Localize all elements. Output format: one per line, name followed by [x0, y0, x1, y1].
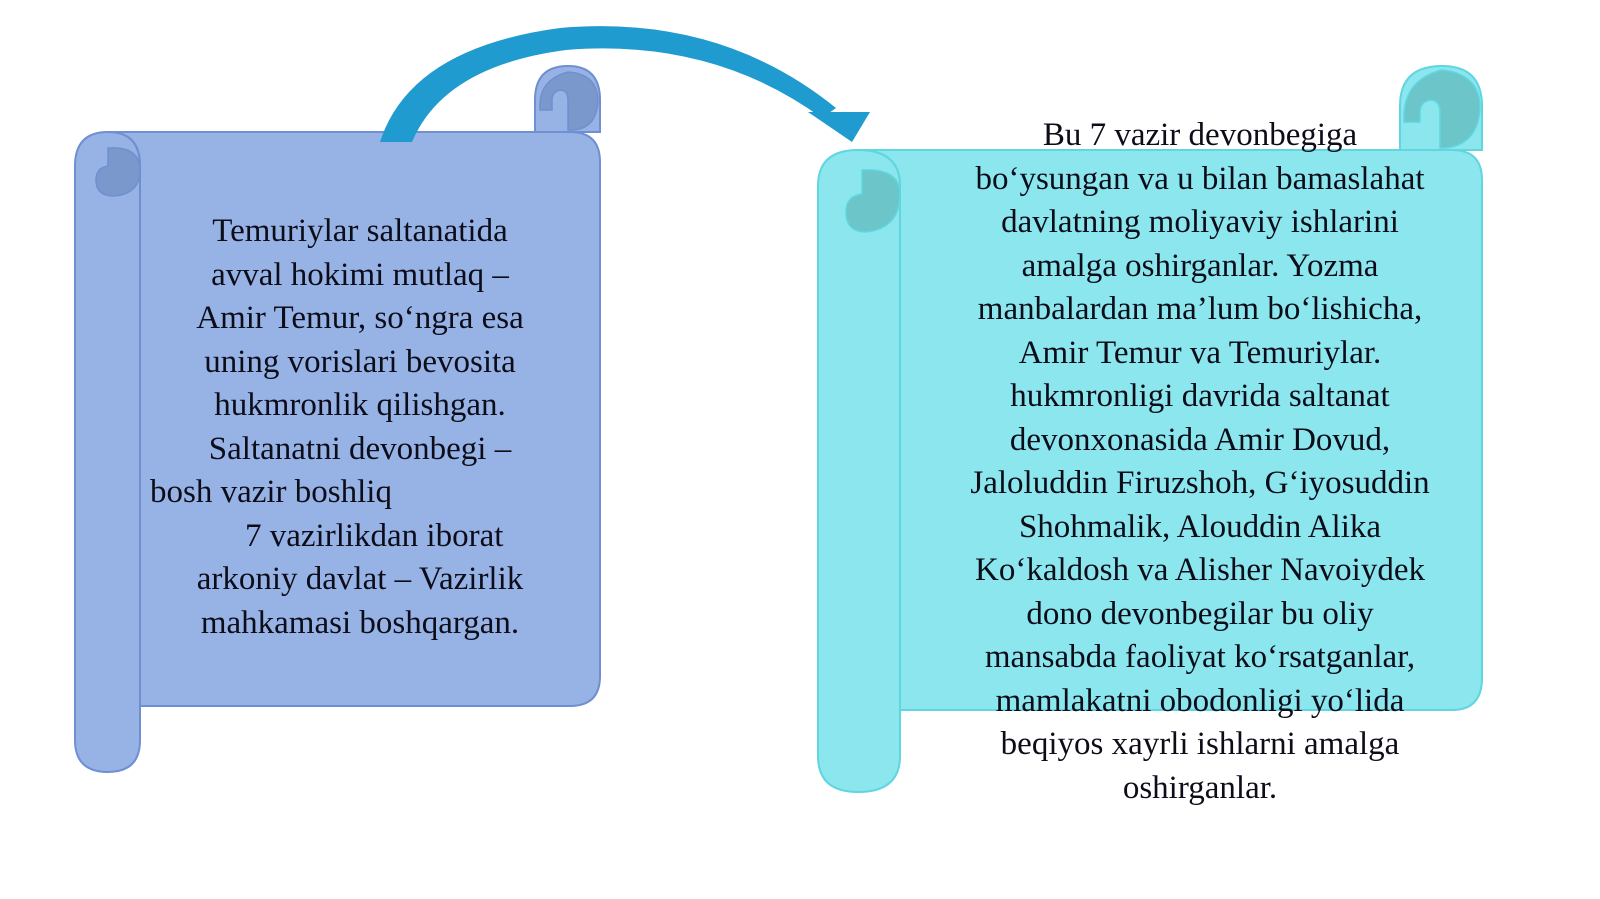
left-line: Saltanatni devonbegi – — [208, 430, 512, 467]
right-line: bo‘ysungan va u bilan bamaslahat — [975, 160, 1425, 197]
right-scroll-left-roll — [818, 150, 900, 792]
left-line: hukmronlik qilishgan. — [214, 387, 506, 423]
right-line: Jaloluddin Firuzshoh, G‘iyosuddin — [970, 465, 1430, 501]
right-line: Shohmalik, Alouddin Alika — [1018, 508, 1382, 545]
left-line: avval hokimi mutlaq – — [211, 256, 509, 293]
left-line: bosh vazir boshliq — [150, 474, 392, 510]
left-line: arkoniy davlat – Vazirlik — [196, 561, 524, 597]
right-line: amalga oshirganlar. Yozma — [1021, 247, 1379, 284]
right-line: Ko‘kaldosh va Alisher Navoiydek — [975, 552, 1425, 588]
right-line: Bu 7 vazir devonbegiga — [1042, 117, 1358, 153]
right-line: davlatning moliyaviy ishlarini — [1001, 204, 1399, 240]
right-line: hukmronligi davrida saltanat — [1010, 378, 1390, 414]
left-line: Amir Temur, so‘ngra esa — [196, 300, 524, 336]
left-scroll-text — [150, 210, 570, 645]
left-line: 7 vazirlikdan iborat — [245, 517, 504, 554]
right-line: dono devonbegilar bu oliy — [1026, 595, 1374, 632]
arrow-head — [808, 112, 870, 142]
right-scroll-text — [900, 114, 1500, 810]
right-line: mansabda faoliyat ko‘rsatganlar, — [984, 639, 1416, 675]
right-line: mamlakatni obodonligi yo‘lida — [995, 682, 1405, 719]
right-line: devonxonasida Amir Dovud, — [1009, 421, 1391, 458]
left-line: mahkamasi boshqargan. — [200, 604, 520, 641]
right-line: Amir Temur va Temuriylar. — [1018, 334, 1382, 371]
right-line: beqiyos xayrli ishlarni amalga — [1000, 726, 1400, 762]
curved-arrow-icon — [380, 26, 870, 142]
left-line: Temuriylar saltanatida — [212, 213, 508, 249]
arrow-shaft — [380, 26, 836, 142]
right-line: manbalardan ma’lum bo‘lishicha, — [977, 291, 1423, 327]
left-scroll-left-roll — [75, 132, 140, 772]
left-line: uning vorislari bevosita — [204, 343, 516, 380]
right-line: oshirganlar. — [1122, 769, 1278, 806]
